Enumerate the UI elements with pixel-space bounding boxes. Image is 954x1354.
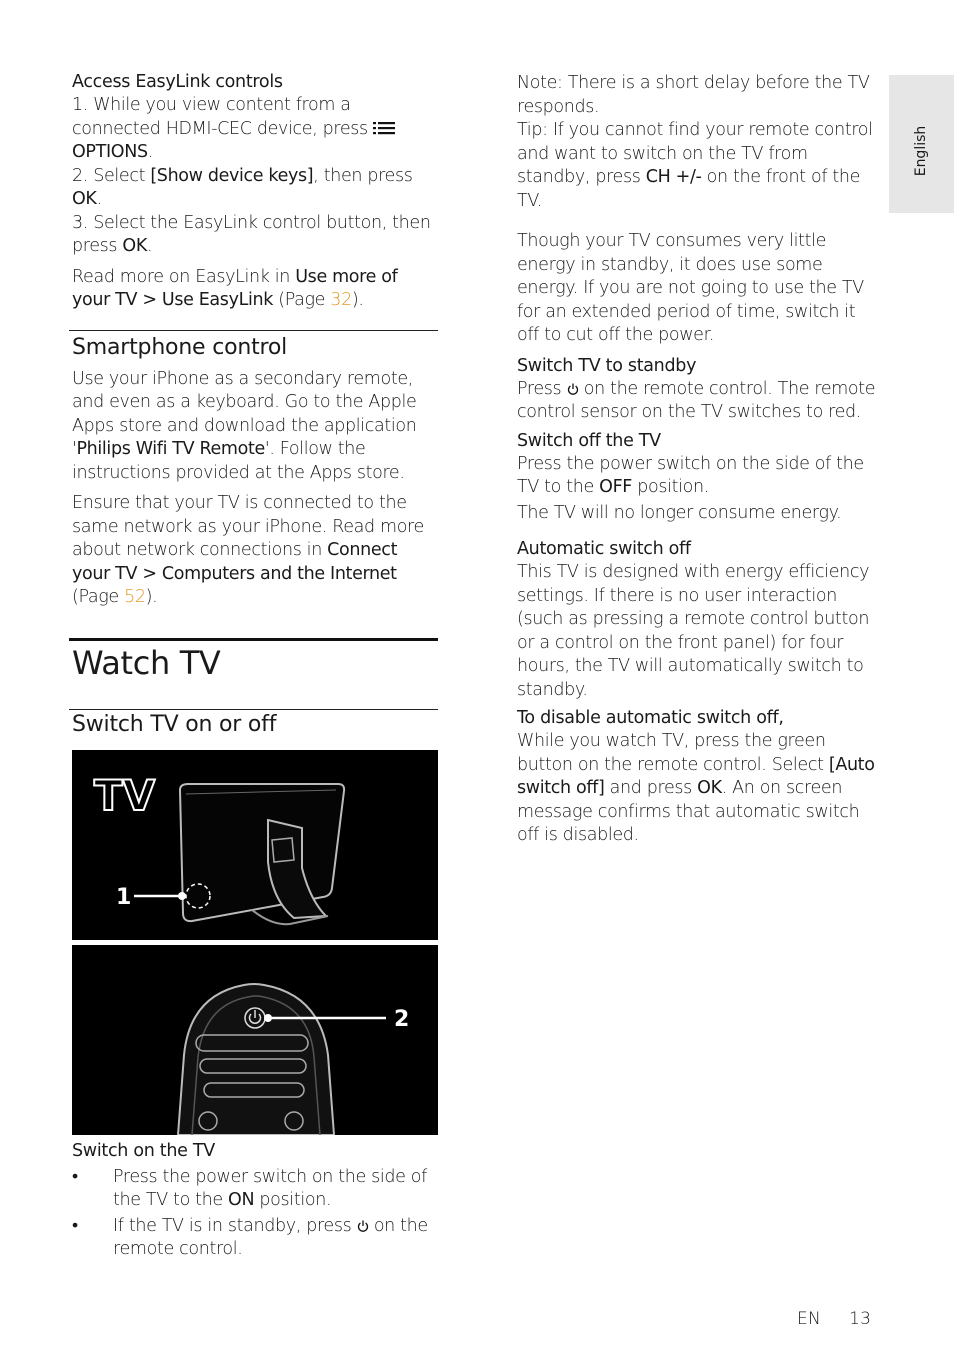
tv-illustration bbox=[72, 750, 438, 940]
page-footer bbox=[797, 1309, 871, 1329]
disable-text: While you watch TV, press the green button on the remote control. Select [Auto switch off] and press OK. An on screen message confirms that automatic switch off is disabled. bbox=[517, 731, 875, 845]
tv-logo: TV bbox=[94, 770, 156, 820]
note-text: Note: There is a short delay before the TV responds. bbox=[517, 73, 870, 117]
smartphone-paragraph-1: Use your iPhone as a secondary remote, and even as a keyboard. Go to the Apple Apps store and download the application 'Philips Wifi TV Remote'. Follow the instructions provided at the Apps store. bbox=[72, 368, 417, 483]
page-link-52[interactable]: 52 bbox=[124, 587, 146, 607]
options-menu-icon bbox=[373, 121, 395, 136]
callout-2: 2 bbox=[394, 1006, 410, 1032]
off-consumption: The TV will no longer consume energy. bbox=[517, 502, 842, 523]
list-item: • If the TV is in standby, press on the remote control. bbox=[72, 1215, 428, 1259]
left-column bbox=[72, 70, 438, 1264]
callout-1: 1 bbox=[116, 884, 132, 910]
language-tab-label: English bbox=[913, 125, 929, 177]
switch-heading: Switch TV on or off bbox=[72, 711, 277, 737]
smartphone-heading: Smartphone control bbox=[72, 334, 288, 360]
list-item: • Press the power switch on the side of the TV to the ON position. bbox=[72, 1166, 427, 1210]
easylink-step-3: 3. Select the EasyLink control button, then press OK. bbox=[72, 212, 431, 256]
section-divider bbox=[69, 330, 438, 331]
disable-title: To disable automatic switch off, bbox=[517, 708, 784, 728]
switch-on-title: Switch on the TV bbox=[72, 1140, 215, 1161]
standby-text: Press on the remote control. The remote control sensor on the TV switches to red. bbox=[517, 378, 876, 422]
auto-text: This TV is designed with energy efficiency settings. If there is no user interaction (such as pressing a remote control button or a control on the front panel) for four hours, the TV will automatically switch to standby. bbox=[517, 562, 870, 700]
page-link-32[interactable]: 32 bbox=[330, 290, 352, 310]
section-divider bbox=[69, 709, 438, 710]
standby-title: Switch TV to standby bbox=[517, 355, 697, 376]
power-icon bbox=[567, 383, 579, 395]
auto-title: Automatic switch off bbox=[517, 539, 691, 559]
easylink-title: Access EasyLink controls bbox=[72, 72, 283, 92]
page-number: 13 bbox=[849, 1309, 872, 1329]
easylink-read-more: Read more on EasyLink in Use more of your TV > Use EasyLink (Page 32). bbox=[72, 266, 398, 310]
off-title: Switch off the TV bbox=[517, 430, 661, 451]
power-icon bbox=[357, 1220, 369, 1232]
off-text: Press the power switch on the side of the TV to the OFF position. bbox=[517, 453, 864, 497]
chapter-divider bbox=[69, 638, 438, 641]
switch-on-list bbox=[72, 1166, 438, 1261]
easylink-step-1: 1. While you view content from a connected HDMI-CEC device, press OPTIONS. bbox=[72, 94, 438, 165]
footer-language: EN bbox=[797, 1309, 822, 1329]
language-tab bbox=[889, 75, 954, 213]
energy-text: Though your TV consumes very little energy in standby, it does use some energy. If you are not going to use the TV for an extended period of time, switch it off to cut off the power. bbox=[517, 231, 864, 345]
right-column bbox=[517, 70, 879, 848]
smartphone-paragraph-2: Ensure that your TV is connected to the same network as your iPhone. Read more about network connections in Connect your TV > Computers and the Internet (Page 52). bbox=[72, 493, 424, 607]
remote-illustration bbox=[72, 945, 438, 1135]
watch-tv-heading: Watch TV bbox=[72, 643, 221, 682]
tip-text: Tip: If you cannot find your remote control and want to switch on the TV from standby, press CH +/- on the front of the TV. bbox=[517, 120, 873, 211]
easylink-step-2: 2. Select [Show device keys], then press OK. bbox=[72, 165, 413, 209]
